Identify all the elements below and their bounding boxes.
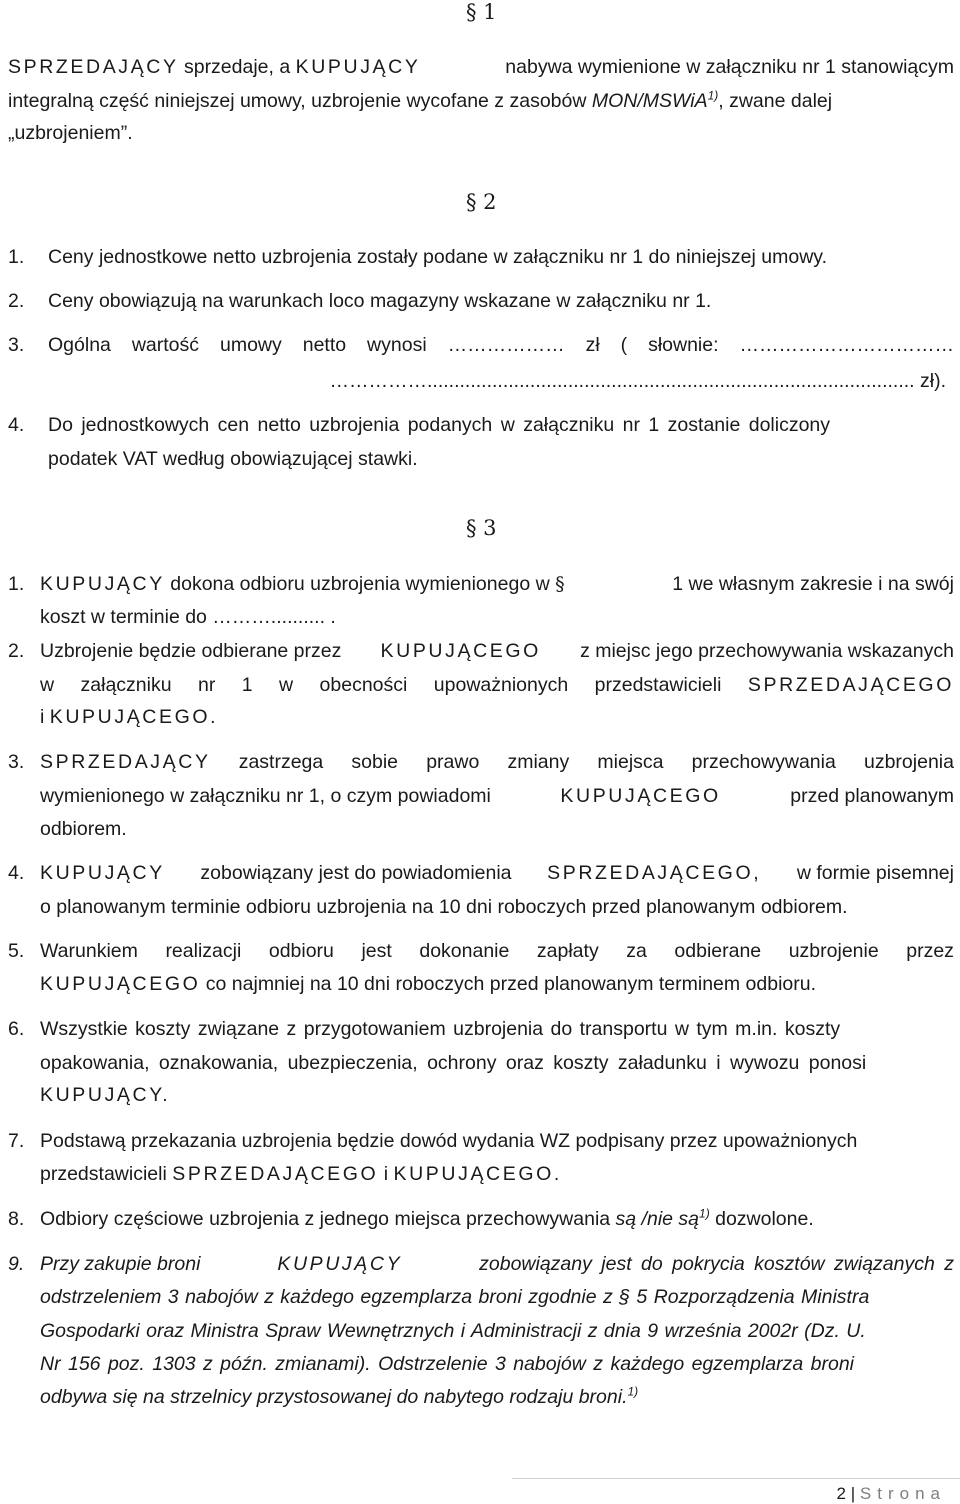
item-text: Wszystkie koszty związane z przygotowaniem uzbrojenia do transportu w tym m.in. koszty bbox=[40, 1018, 841, 1040]
section-heading-1: § 1 bbox=[466, 0, 497, 24]
party-buyer: KUPUJĄCY. bbox=[40, 1084, 171, 1106]
s2-item-4-number: 4. bbox=[8, 414, 25, 436]
s3-item-3-line-1 bbox=[40, 751, 954, 774]
footer-divider bbox=[512, 1478, 960, 1479]
word: Ogólna bbox=[48, 334, 111, 356]
item-text: zobowiązany jest do powiadomienia bbox=[200, 862, 512, 884]
s3-item-5-line-2 bbox=[40, 973, 816, 996]
word: wynosi bbox=[367, 334, 427, 356]
s3-item-7-line-2 bbox=[40, 1163, 562, 1186]
word: nr bbox=[197, 674, 216, 696]
item-text: przedstawicieli bbox=[40, 1163, 167, 1185]
s3-item-9-line-1 bbox=[40, 1253, 954, 1276]
p1-line2-a: integralną część niniejszej umowy, uzbrojenie wycofane z zasobów bbox=[8, 90, 587, 112]
party-buyer: KUPUJĄCEGO. bbox=[393, 1163, 562, 1185]
item-text: Ceny jednostkowe netto uzbrojenia zostały podane w załączniku nr 1 do niniejszej umowy. bbox=[48, 246, 827, 268]
option-text: są /nie są bbox=[615, 1208, 700, 1230]
s3-item-1-number: 1. bbox=[8, 573, 25, 595]
s3-item-3-line-2 bbox=[40, 785, 954, 808]
s3-item-5-number: 5. bbox=[8, 940, 25, 962]
word: netto bbox=[302, 334, 347, 356]
amount-blank: ……………… bbox=[447, 334, 565, 356]
word: słownie: bbox=[648, 334, 719, 356]
item-text: Przy zakupie broni bbox=[40, 1253, 201, 1275]
s3-item-9-line-2 bbox=[40, 1286, 954, 1309]
item-text: przed planowanym bbox=[790, 785, 954, 807]
s3-item-9-line-5 bbox=[40, 1386, 638, 1409]
p1-text-b: nabywa wymienione w załączniku nr 1 stanowiącym bbox=[505, 56, 954, 78]
footnote-ref: 1) bbox=[627, 1384, 639, 1399]
s3-item-5-line-1 bbox=[40, 940, 954, 963]
footnote-ref: 1) bbox=[699, 1206, 710, 1221]
s3-item-2-number: 2. bbox=[8, 640, 25, 662]
s3-item-9-number: 9. bbox=[8, 1253, 25, 1275]
party-buyer: KUPUJĄCY bbox=[40, 573, 165, 595]
s3-item-4-number: 4. bbox=[8, 862, 25, 884]
party-buyer: KUPUJĄCY bbox=[295, 56, 421, 78]
words-blank: …………………………… bbox=[739, 334, 954, 356]
word: przedstawicieli bbox=[594, 674, 722, 696]
party-buyer: KUPUJĄCY bbox=[277, 1253, 403, 1275]
section-heading-3: § 3 bbox=[466, 516, 497, 540]
word: upoważnionych bbox=[433, 674, 569, 696]
item-text: zobowiązany jest do pokrycia kosztów związanych z bbox=[479, 1253, 954, 1275]
item-number: 1. bbox=[8, 246, 25, 268]
item-text: dokona odbioru uzbrojenia wymienionego w bbox=[170, 573, 550, 595]
word: zapłaty bbox=[536, 940, 599, 962]
p1-line2-ministry: MON/MSWiA bbox=[591, 90, 708, 112]
word: 1 bbox=[241, 674, 253, 696]
paragraph-1-line-3: „uzbrojeniem”. bbox=[8, 122, 133, 144]
item-text: Ceny obowiązują na warunkach loco magazyny wskazane w załączniku nr 1. bbox=[48, 290, 712, 312]
party-buyer: KUPUJĄCEGO. bbox=[49, 706, 219, 728]
party-seller: SPRZEDAJĄCEGO bbox=[747, 674, 954, 696]
word: ( bbox=[620, 334, 628, 356]
page-number: 2 bbox=[836, 1484, 847, 1503]
section-heading-2: § 2 bbox=[466, 190, 497, 214]
s3-item-6-line-3 bbox=[40, 1084, 170, 1107]
s3-item-7-number: 7. bbox=[8, 1130, 25, 1152]
word: odbierane bbox=[674, 940, 762, 962]
item-number: 2. bbox=[8, 290, 25, 312]
word: Warunkiem bbox=[40, 940, 138, 962]
word: przechowywania bbox=[691, 751, 836, 773]
item-text: co najmniej na 10 dni roboczych przed planowanym terminem odbioru. bbox=[205, 973, 817, 995]
item-text: Nr 156 poz. 1303 z późn. zmianami). Odstrzelenie 3 nabojów z każdego egzemplarza broni bbox=[40, 1353, 855, 1375]
s3-item-1-line-1 bbox=[40, 573, 954, 596]
s3-item-2-line-3 bbox=[40, 706, 218, 729]
page-footer bbox=[837, 1484, 946, 1504]
word: umowy bbox=[219, 334, 282, 356]
party-buyer: KUPUJĄCEGO bbox=[560, 785, 721, 807]
word: odbioru bbox=[268, 940, 334, 962]
word: w bbox=[279, 674, 294, 696]
s3-item-4-line-2: o planowanym terminie odbioru uzbrojenia na 10 dni roboczych przed planowanym odbiorem. bbox=[40, 896, 848, 918]
word: prawo bbox=[426, 751, 480, 773]
item-text: opakowania, oznakowania, ubezpieczenia, ochrony oraz koszty załadunku i wywozu ponosi bbox=[40, 1052, 867, 1074]
s3-item-9-line-3 bbox=[40, 1320, 954, 1343]
item-text: dozwolone. bbox=[715, 1208, 814, 1230]
word: realizacji bbox=[165, 940, 242, 962]
s3-item-6-number: 6. bbox=[8, 1018, 25, 1040]
s2-item-3-line-2: …………….......................................................................................... zł). bbox=[329, 370, 946, 392]
word: uzbrojenie bbox=[788, 940, 879, 962]
item-text: wymienionego w załączniku nr 1, o czym powiadomi bbox=[40, 785, 491, 807]
item-text: Do jednostkowych cen netto uzbrojenia podanych w załączniku nr 1 zostanie doliczony bbox=[48, 414, 831, 436]
item-text: odstrzeleniem 3 nabojów z każdego egzemplarza broni zgodnie z § 5 Rozporządzenia Ministra bbox=[40, 1286, 870, 1308]
s2-item-4-line-2: podatek VAT według obowiązującej stawki. bbox=[48, 448, 418, 470]
s3-item-2-line-1 bbox=[40, 640, 954, 663]
s3-item-8-line-1 bbox=[40, 1208, 814, 1231]
footnote-ref: 1) bbox=[707, 88, 719, 103]
item-text: Gospodarki oraz Ministra Spraw Wewnętrznych i Administracji z dnia 9 września 2002r (Dz. U. bbox=[40, 1320, 866, 1342]
s2-item-4-line-1 bbox=[48, 414, 954, 437]
s3-item-3-line-3: odbiorem. bbox=[40, 818, 127, 840]
word: i bbox=[383, 1163, 389, 1185]
s3-item-4-line-1 bbox=[40, 862, 954, 885]
word: zł bbox=[585, 334, 600, 356]
word: obecności bbox=[319, 674, 408, 696]
word: i bbox=[40, 706, 45, 728]
s3-item-9-line-4 bbox=[40, 1353, 954, 1376]
party-seller: SPRZEDAJĄCY bbox=[40, 751, 211, 773]
footer-separator: | bbox=[850, 1484, 856, 1503]
s3-item-1-line-2: koszt w terminie do ……….......... . bbox=[40, 606, 336, 628]
item-text: Uzbrojenie będzie odbierane przez bbox=[40, 640, 342, 662]
s2-item-3-number: 3. bbox=[8, 334, 25, 356]
s2-item-3-line-1 bbox=[48, 334, 954, 357]
word: wartość bbox=[131, 334, 200, 356]
s2-item-1 bbox=[8, 246, 827, 269]
word: załączniku bbox=[80, 674, 172, 696]
word: uzbrojenia bbox=[863, 751, 954, 773]
party-seller: SPRZEDAJĄCEGO bbox=[172, 1163, 379, 1185]
word: za bbox=[626, 940, 647, 962]
s3-item-6-line-2 bbox=[40, 1052, 954, 1075]
item-text: odbywa się na strzelnicy przystosowanej do nabytego rodzaju broni. bbox=[40, 1386, 628, 1408]
s3-item-6-line-1 bbox=[40, 1018, 954, 1041]
item-text: 1 we własnym zakresie i na swój bbox=[672, 573, 954, 595]
s3-item-8-number: 8. bbox=[8, 1208, 25, 1230]
party-seller: SPRZEDAJĄCY bbox=[8, 56, 179, 78]
party-buyer: KUPUJĄCEGO bbox=[40, 973, 201, 995]
word: zastrzega bbox=[238, 751, 324, 773]
party-seller: SPRZEDAJĄCEGO, bbox=[547, 862, 762, 884]
word: przez bbox=[906, 940, 954, 962]
item-text: w formie pisemnej bbox=[796, 862, 954, 884]
item-text: z miejsc jego przechowywania wskazanych bbox=[580, 640, 954, 662]
party-buyer: KUPUJĄCEGO bbox=[380, 640, 541, 662]
word: jest bbox=[361, 940, 392, 962]
word: w bbox=[40, 674, 55, 696]
party-buyer: KUPUJĄCY bbox=[40, 862, 165, 884]
word: miejsca bbox=[597, 751, 664, 773]
section-sign: § bbox=[555, 573, 565, 595]
paragraph-1-line-1 bbox=[8, 56, 954, 79]
word: sobie bbox=[351, 751, 399, 773]
s3-item-3-number: 3. bbox=[8, 751, 25, 773]
p1-line2-c: , zwane dalej bbox=[718, 90, 833, 112]
item-text: Odbiory częściowe uzbrojenia z jednego miejsca przechowywania bbox=[40, 1208, 611, 1230]
word: zmiany bbox=[507, 751, 570, 773]
s2-item-2 bbox=[8, 290, 712, 313]
p1-text-a: sprzedaje, a bbox=[183, 56, 291, 78]
word: dokonanie bbox=[419, 940, 510, 962]
paragraph-1-line-2 bbox=[8, 90, 832, 113]
s3-item-7-line-1: Podstawą przekazania uzbrojenia będzie dowód wydania WZ podpisany przez upoważnionych bbox=[40, 1130, 858, 1152]
s3-item-2-line-2 bbox=[40, 674, 954, 697]
page-label: Strona bbox=[859, 1484, 946, 1503]
